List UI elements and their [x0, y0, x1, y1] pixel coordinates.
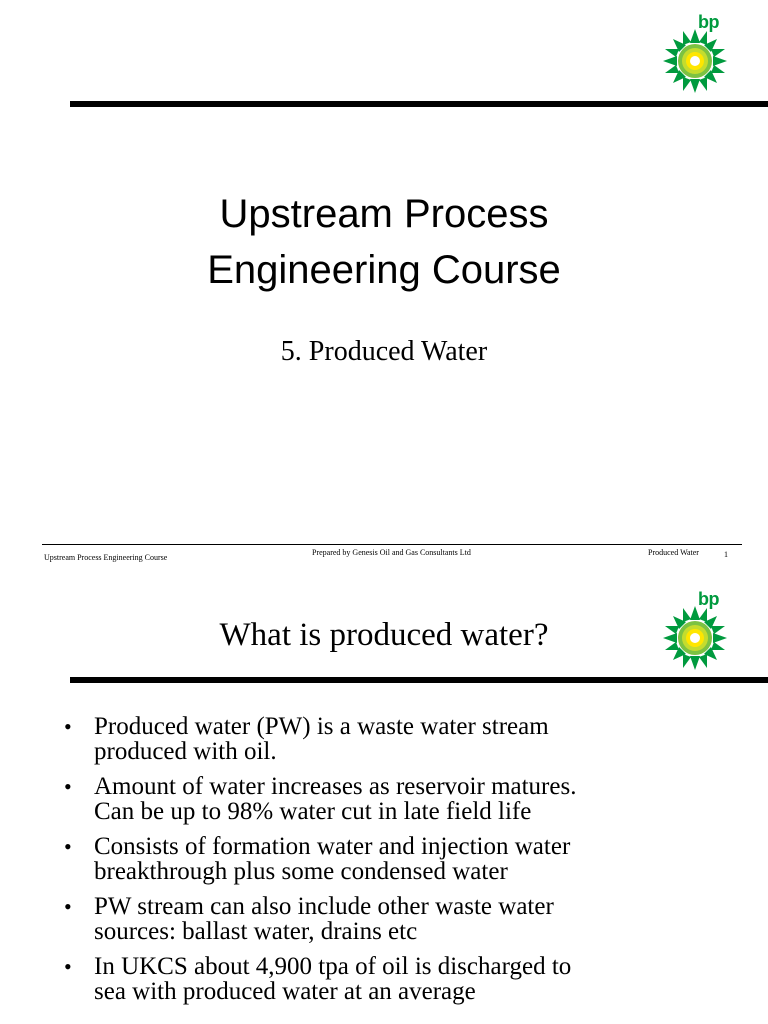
- bullet-dot: •: [64, 714, 72, 739]
- bullet-line: produced with oil.: [94, 738, 277, 765]
- slide-subtitle: 5. Produced Water: [280, 336, 488, 367]
- bullet-line: sources: ballast water, drains etc: [94, 918, 418, 945]
- bullet-line: In UKCS about 4,900 tpa of oil is discharged to: [94, 953, 572, 980]
- bp-logo-text: bp: [698, 12, 719, 32]
- bullet-line: Consists of formation water and injection water: [94, 833, 571, 860]
- footer-page-number: 1: [724, 550, 728, 559]
- bullet-item: [64, 834, 744, 884]
- bullet-line: Produced water (PW) is a waste water stream: [94, 713, 549, 740]
- slide-title-line-2: Engineering Course: [207, 248, 561, 292]
- bullet-item: [64, 894, 744, 944]
- bullet-list: [64, 714, 744, 1014]
- bullet-line: Amount of water increases as reservoir matures.: [94, 773, 577, 800]
- bullet-item: [64, 714, 744, 764]
- slide-2: [0, 577, 768, 1024]
- bp-logo: [662, 12, 732, 92]
- bullet-line: Can be up to 98% water cut in late field life: [94, 798, 532, 825]
- footer-course: Upstream Process Engineering Course: [44, 553, 168, 562]
- helios-icon: [662, 28, 728, 94]
- header-rule: [70, 677, 768, 683]
- slide-title: What is produced water?: [219, 617, 549, 653]
- bullet-line: PW stream can also include other waste water: [94, 893, 554, 920]
- bullet-line: sea with produced water at an average: [94, 978, 476, 1005]
- footer-topic: Produced Water: [648, 548, 699, 557]
- bullet-item: [64, 954, 744, 1004]
- bullet-line: breakthrough plus some condensed water: [94, 858, 508, 885]
- bullet-dot: •: [64, 774, 72, 799]
- footer-rule: [42, 544, 742, 545]
- bp-logo-text: bp: [698, 589, 719, 609]
- slide-title-line-1: Upstream Process: [219, 192, 549, 236]
- footer-prepared-by: Prepared by Genesis Oil and Gas Consultants Ltd: [312, 548, 471, 557]
- bullet-dot: •: [64, 954, 72, 979]
- bullet-item: [64, 774, 744, 824]
- bullet-dot: •: [64, 834, 72, 859]
- header-rule: [70, 101, 768, 107]
- bullet-dot: •: [64, 894, 72, 919]
